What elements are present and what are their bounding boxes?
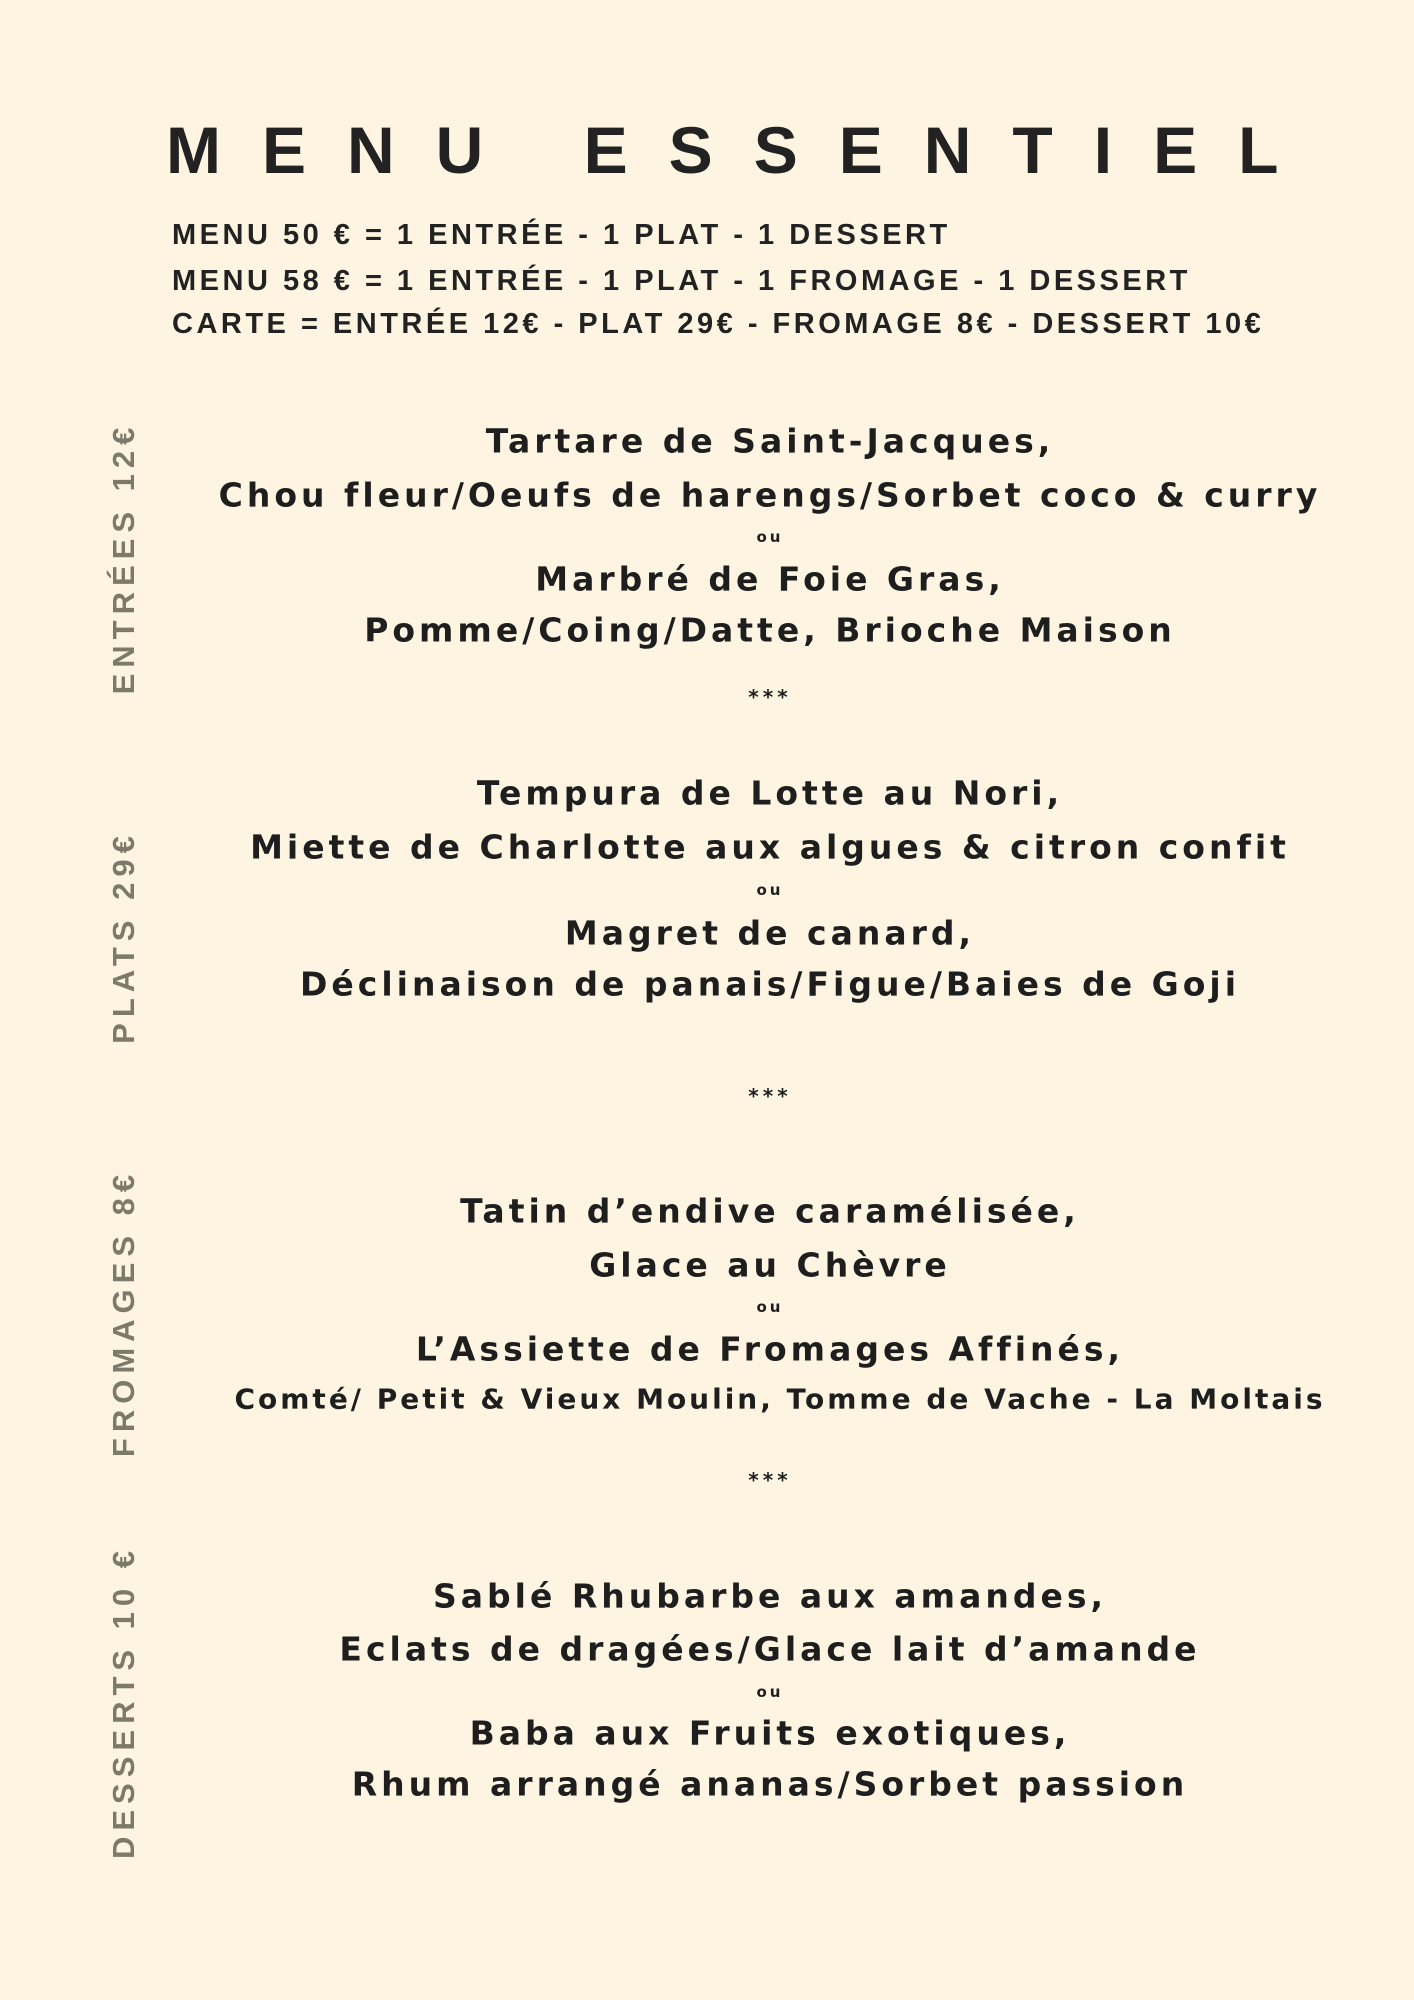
section-label-desserts: DESSERTS 10 € (106, 1544, 141, 1860)
dish-title: Tatin d’endive caramélisée, (460, 1191, 1080, 1231)
dish-title: Sablé Rhubarbe aux amandes, (432, 1576, 1108, 1616)
dish-description: Déclinaison de panais/Figue/Baies de Goji (300, 964, 1240, 1004)
dish-description: Chou fleur/Oeufs de harengs/Sorbet coco & curry (218, 475, 1322, 515)
dish-title: Marbré de Foie Gras, (535, 559, 1005, 599)
dish-title: Tempura de Lotte au Nori, (476, 773, 1064, 813)
section-divider: *** (748, 1468, 792, 1492)
or-separator: ou (756, 1298, 784, 1316)
dish-title: Tartare de Saint-Jacques, (485, 421, 1055, 461)
or-separator: ou (756, 1683, 784, 1701)
section-label-plats: PLATS 29€ (106, 830, 141, 1044)
formula-menu-50: MENU 50 € = 1 ENTRÉE - 1 PLAT - 1 DESSERT (172, 219, 951, 251)
section-label-entrees: ENTRÉES 12€ (106, 421, 141, 695)
dish-description: Comté/ Petit & Vieux Moulin, Tomme de Vache - La Moltais (234, 1382, 1326, 1416)
dish-description: Glace au Chèvre (589, 1245, 951, 1285)
or-separator: ou (756, 881, 784, 899)
menu-title: MENU ESSENTIEL (166, 113, 1320, 187)
section-divider: *** (748, 685, 792, 709)
dish-description: Rhum arrangé ananas/Sorbet passion (351, 1764, 1189, 1804)
formula-carte: CARTE = ENTRÉE 12€ - PLAT 29€ - FROMAGE 8€ - DESSERT 10€ (172, 308, 1265, 340)
dish-description: Miette de Charlotte aux algues & citron confit (250, 827, 1290, 867)
dish-description: Pomme/Coing/Datte, Brioche Maison (364, 610, 1176, 650)
dish-title: L’Assiette de Fromages Affinés, (415, 1329, 1125, 1369)
or-separator: ou (756, 528, 784, 546)
dish-description: Eclats de dragées/Glace lait d’amande (339, 1629, 1201, 1669)
section-label-fromages: FROMAGES 8€ (106, 1168, 141, 1458)
dish-title: Baba aux Fruits exotiques, (469, 1713, 1071, 1753)
dish-title: Magret de canard, (564, 913, 976, 953)
section-divider: *** (748, 1084, 792, 1108)
formula-menu-58: MENU 58 € = 1 ENTRÉE - 1 PLAT - 1 FROMAGE - 1 DESSERT (172, 265, 1191, 297)
